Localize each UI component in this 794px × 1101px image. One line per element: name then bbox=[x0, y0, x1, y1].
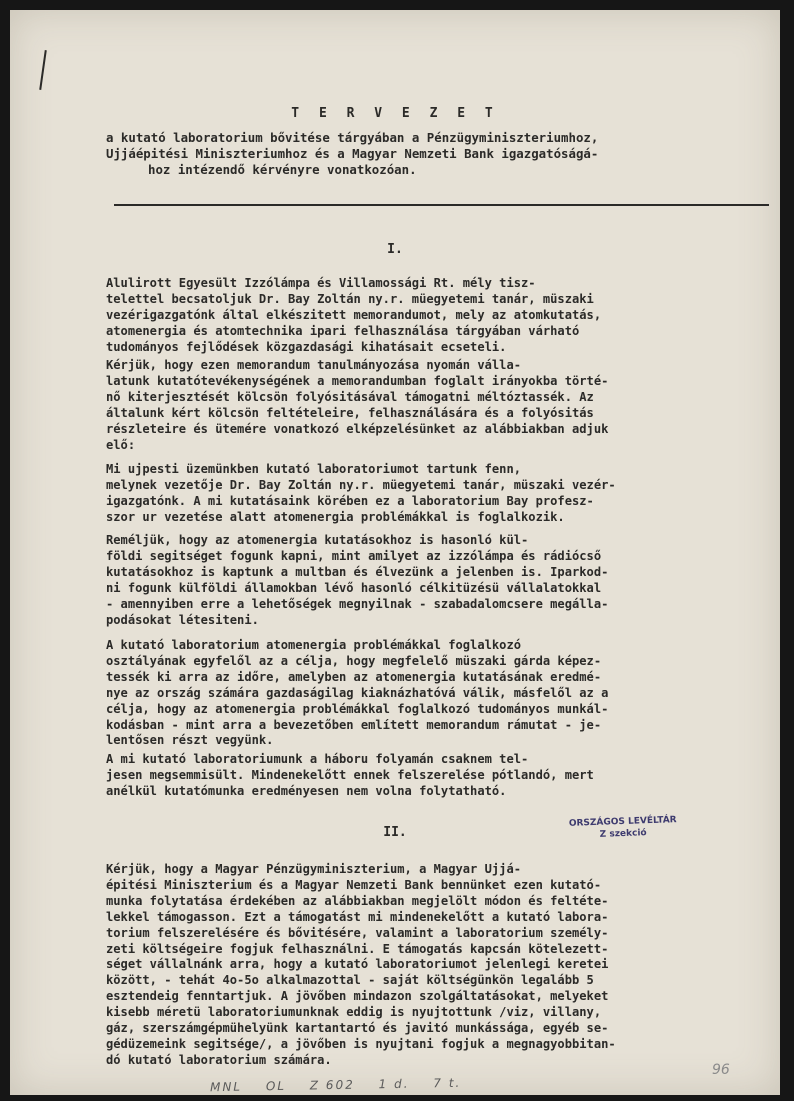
text-line: atomenergia és atomtechnika ipari felhasználása tárgyában várható bbox=[106, 323, 580, 338]
margin-mark bbox=[39, 50, 47, 90]
text-line: latunk kutatótevékenységének a memorandumban foglalt irányokba törté- bbox=[106, 373, 609, 388]
text-line: A mi kutató laboratoriumunk a háboru folyamán csaknem tel- bbox=[106, 752, 529, 766]
paragraph bbox=[106, 276, 771, 356]
text-line: gédüzemeink segitsége/, a jövőben is nyujtani fogjuk a megnagyobbitan- bbox=[106, 1036, 616, 1051]
stamp-line: ORSZÁGOS LEVÉLTÁR bbox=[568, 815, 677, 829]
paragraph bbox=[106, 533, 771, 628]
horizontal-rule bbox=[114, 204, 769, 206]
text-line: kutatásokhoz is kaptunk a multban és élvezünk a jelenben is. Iparkod- bbox=[106, 564, 609, 579]
subtitle-line: hoz intézendő kérvényre vonatkozóan. bbox=[148, 162, 417, 177]
text-line: telettel becsatoljuk Dr. Bay Zoltán ny.r. müegyetemi tanár, müszaki bbox=[106, 291, 594, 306]
text-line: tessék ki arra az időre, amelyben az atomenergia kutatásának eredmé- bbox=[106, 669, 602, 684]
text-line: Kérjük, hogy a Magyar Pénzügyminiszterium, a Magyar Ujjá- bbox=[106, 862, 522, 876]
text-line: elő: bbox=[106, 437, 136, 452]
text-line: nye az ország számára gazdaságilag kiaknázhatóvá válik, másfelől az a bbox=[106, 685, 609, 700]
section-heading-2: II. bbox=[383, 825, 407, 840]
paragraph bbox=[106, 358, 771, 453]
text-line: lentősen részt vegyünk. bbox=[106, 733, 274, 748]
text-line: podásokat létesiteni. bbox=[106, 612, 259, 627]
document-page bbox=[10, 10, 780, 1095]
text-line: ni fogunk külföldi államokban lévő hasonló célkitüzésü vállalatokkal bbox=[106, 580, 602, 595]
text-line: szor ur vezetése alatt atomenergia problémákkal is foglalkozik. bbox=[106, 509, 565, 524]
text-line: zeti költségeire fogjuk felhasználni. E támogatás kapcsán kötelezett- bbox=[106, 941, 609, 956]
text-line: anélkül kutatómunka eredményesen nem volna folytatható. bbox=[106, 783, 507, 798]
text-line: - amennyiben erre a lehetőségek megnyilnak - szabadalomcsere megálla- bbox=[106, 596, 609, 611]
text-line: kodásban - mint arra a bevezetőben említett memorandum rámutat - je- bbox=[106, 717, 602, 732]
text-line: földi segitséget fogunk kapni, mint amilyet az izzólámpa és rádiócső bbox=[106, 548, 602, 563]
text-line: munka folytatása érdekében az alábbiakban megjelölt módon és feltéte- bbox=[106, 893, 609, 908]
text-line: melynek vezetője Dr. Bay Zoltán ny.r. müegyetemi tanár, müszaki vezér- bbox=[106, 477, 616, 492]
text-line: általunk kért kölcsön feltételeire, felhasználására és a folyósitás bbox=[106, 405, 594, 420]
archive-ref-part: MNL bbox=[209, 1079, 243, 1095]
text-line: Reméljük, hogy az atomenergia kutatásokhoz is hasonló kül- bbox=[106, 533, 529, 547]
stamp-line: Z szekció bbox=[599, 828, 647, 840]
text-line: igazgatónk. A mi kutatásaink körében ez a laboratorium Bay profesz- bbox=[106, 493, 594, 508]
text-line: célja, hogy az atomenergia problémákkal foglalkozó tudományos munkál- bbox=[106, 701, 609, 716]
text-line: gáz, szerszámgépmühelyünk kartantartó és javitó munkássága, egyéb se- bbox=[106, 1021, 609, 1036]
text-line: torium felszerelésére és bővitésére, valamint a laboratorium személy- bbox=[106, 925, 609, 940]
document-subtitle bbox=[106, 130, 766, 178]
text-line: épitési Miniszterium és a Magyar Nemzeti Bank bennünket ezen kutató- bbox=[106, 877, 602, 892]
text-line: Mi ujpesti üzemünkben kutató laboratoriumot tartunk fenn, bbox=[106, 462, 522, 476]
archive-reference bbox=[210, 1072, 690, 1094]
text-line: esztendeig fenntartjuk. A jövőben mindazon szolgáltatásokat, melyeket bbox=[106, 989, 609, 1004]
paragraph bbox=[106, 862, 771, 1069]
subtitle-line: Ujjáépitési Miniszteriumhoz és a Magyar Nemzeti Bank igazgatóságá- bbox=[106, 146, 599, 161]
archive-ref-part: 7 t. bbox=[433, 1075, 462, 1091]
text-line: vezérigazgatónk által elkészitett memorandumot, mely az atomkutatás, bbox=[106, 307, 602, 322]
document-title: T E R V E Z E T bbox=[291, 106, 499, 121]
text-line: séget vállalnánk arra, hogy a kutató laboratoriumot jelenlegi keretei bbox=[106, 957, 609, 972]
text-line: dó kutató laboratorium számára. bbox=[106, 1052, 332, 1067]
text-line: tudományos fejlődések közgazdasági kihatásait ecseteli. bbox=[106, 339, 507, 354]
text-line: Alulirott Egyesült Izzólámpa és Villamossági Rt. mély tisz- bbox=[106, 276, 536, 290]
text-line: jesen megsemmisült. Mindenekelőtt ennek felszerelése pótlandó, mert bbox=[106, 767, 594, 782]
text-line: nő kiterjesztését kölcsön folyósitásával támogatni méltóztassék. Az bbox=[106, 389, 594, 404]
text-line: részleteire és ütemére vonatkozó elképzelésünket az alábbiakban adjuk bbox=[106, 421, 609, 436]
text-line: lekkel támogasson. Ezt a támogatást mi mindenekelőtt a kutató labora- bbox=[106, 909, 609, 924]
text-line: Kérjük, hogy ezen memorandum tanulmányozása nyomán válla- bbox=[106, 358, 522, 372]
subtitle-line: a kutató laboratorium bővitése tárgyában a Pénzügyminiszteriumhoz, bbox=[106, 130, 599, 145]
text-line: kisebb méretü laboratoriumunknak eddig is nyujtottunk /viz, villany, bbox=[106, 1005, 602, 1020]
text-line: osztályának egyfelől az a célja, hogy megfelelő müszaki gárda képez- bbox=[106, 653, 602, 668]
text-line: A kutató laboratorium atomenergia problémákkal foglalkozó bbox=[106, 638, 522, 652]
archive-ref-part: Z 602 bbox=[309, 1077, 355, 1093]
archive-ref-part: 1 d. bbox=[378, 1076, 410, 1092]
page-number: 96 bbox=[712, 1062, 730, 1078]
section-heading-1: I. bbox=[387, 242, 403, 257]
paragraph bbox=[106, 462, 771, 526]
paragraph bbox=[106, 638, 771, 749]
archive-ref-part: OL bbox=[265, 1078, 287, 1094]
paragraph bbox=[106, 752, 771, 800]
text-line: között, - tehát 4o-5o alkalmazottal - saját költségünkön legalább 5 bbox=[106, 973, 594, 988]
